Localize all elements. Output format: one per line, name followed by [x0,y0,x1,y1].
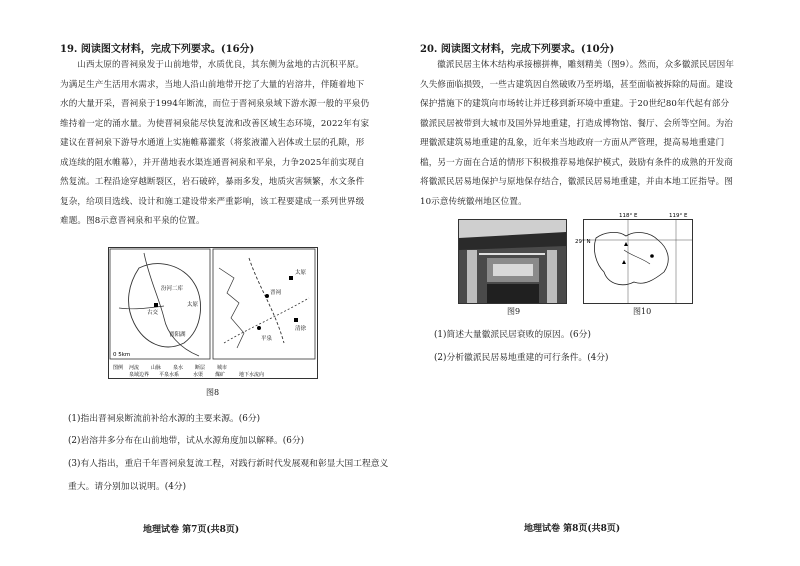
legend-item-3: 泉水 [173,365,184,371]
figure-8-maps [108,247,318,379]
question-19-3-cont: 重大。请分别加以说明。(4分) [68,482,187,492]
legend-item-2: 山脉 [151,365,162,371]
legend-title: 图例 [113,365,124,371]
fig10-tick-29: 29° N [575,239,591,245]
legend-item-1: 河流 [129,365,140,371]
legend-item-9: 煤矿 [215,372,226,378]
page-7-footer: 地理试卷 第7页(共8页) [143,525,240,535]
question-19-3: (3)有人指出，重启千年晋祠泉复流工程，对践行新时代发展观和彰显大国工程意义 [68,459,389,469]
question-19-material [60,56,372,236]
figure-9-caption: 图9 [507,307,521,316]
question-19-paragraph: 山西太原的晋祠泉发于山前地带，水质优良，其东侧为盆地的古沉积平原。为满足生产生活用水需求，当地人沿山前地带开挖了大量的岩溶井，伴随着地下水的大量开采，晋祠泉于1994年断流，而位于晋祠泉泉域下游水源一般的平泉仍维持着一定的涌水量。为使晋祠泉能尽快复流和改善区域生态环境，2022年有家建议在晋祠泉下游导水通道上实施帷幕灌浆（将浆液灌入岩体或土层的孔隙，形成连续的阻水帷幕），并开凿地表水渠连通晋祠泉和平泉，力争2025年前实现自然复流。工程沿途穿越断裂区，岩石破碎，暴雨多发，地质灾害频繁，水文条件复杂，给项目选线、设计和施工建设带来严重影响，该工程要建成一系列世界级难题。图8示意晋祠泉和平泉的位置。 [60,60,370,226]
legend-item-10: 地下水流向 [239,372,265,378]
map-label-taiyuan: 太原 [187,302,199,308]
question-19-1: (1)指出晋祠泉断流前补给水源的主要来源。(6分) [68,414,261,424]
page-8-footer: 地理试卷 第8页(共8页) [524,524,621,534]
legend-item-8: 水渠 [193,372,204,378]
question-20-1: (1)简述大量徽派民居衰败的原因。(6分) [434,330,591,340]
map-label-fenhe: 汾河二库 [161,286,184,292]
page-8 [400,0,800,566]
question-20-title: 20. 阅读图文材料，完成下列要求。(10分) [420,44,615,55]
fig10-tick-118: 118° E [619,213,638,219]
question-20-paragraph: 徽派民居主体木结构承接檩拼榫，雕刻精美（图9）。然而，众多徽派民居因年久失修面临损毁，一些古建筑因自然破败乃至坍塌，甚至面临被拆除的局面。建设保护措施下的建筑向市场转让并迁移到新环境中重建。于20世纪80年代起有部分徽派民居被带到大城市及国外异地重建，打造成博物馆、餐厅、会所等空间。为治理徽派建筑易地重建的乱象，近年来当地政府一方面从严管理，提高易地重建门槛，另一方面在合适的情形下积极推荐易地保护模式，鼓励有条件的成熟的开发商将徽派民居易地保护与原地保存结合，徽派民居易地重建，并由本地工匠指导。图10示意传统徽州地区位置。 [420,60,735,207]
map-label-jinyanghu: 晋阳湖 [169,332,186,338]
question-19-title: 19. 阅读图文材料，完成下列要求。(16分) [60,44,255,55]
question-20-2: (2)分析徽派民居易地重建的可行条件。(4分) [434,353,609,363]
figure-10-caption: 图10 [633,307,652,316]
legend-item-5: 城市 [217,365,228,371]
map-label-gujiao: 古交 [147,310,159,316]
legend-item-7: 平泉水系 [159,372,180,378]
question-19-2: (2)岩溶井多分布在山前地带，试从水源角度加以解释。(6分) [68,436,305,446]
question-20-material [420,56,736,216]
map-label-taiyuan-2: 太原 [295,270,307,276]
figure-8-svg [109,248,317,378]
fig10-tick-119: 119° E [669,213,688,219]
map-label-qingxu: 清徐 [295,326,307,332]
figure-9-photo [458,219,567,304]
map-scale: 0 5km [113,352,131,358]
legend-item-4: 断层 [195,365,206,371]
map-label-pingquan: 平泉 [261,336,273,342]
figure-8-caption: 图8 [206,388,220,397]
legend-item-6: 泉域边界 [129,372,150,378]
figure-10-ticks [575,210,705,250]
hui-architecture-photo [459,220,566,303]
map-label-jinci: 晋祠 [270,290,282,296]
